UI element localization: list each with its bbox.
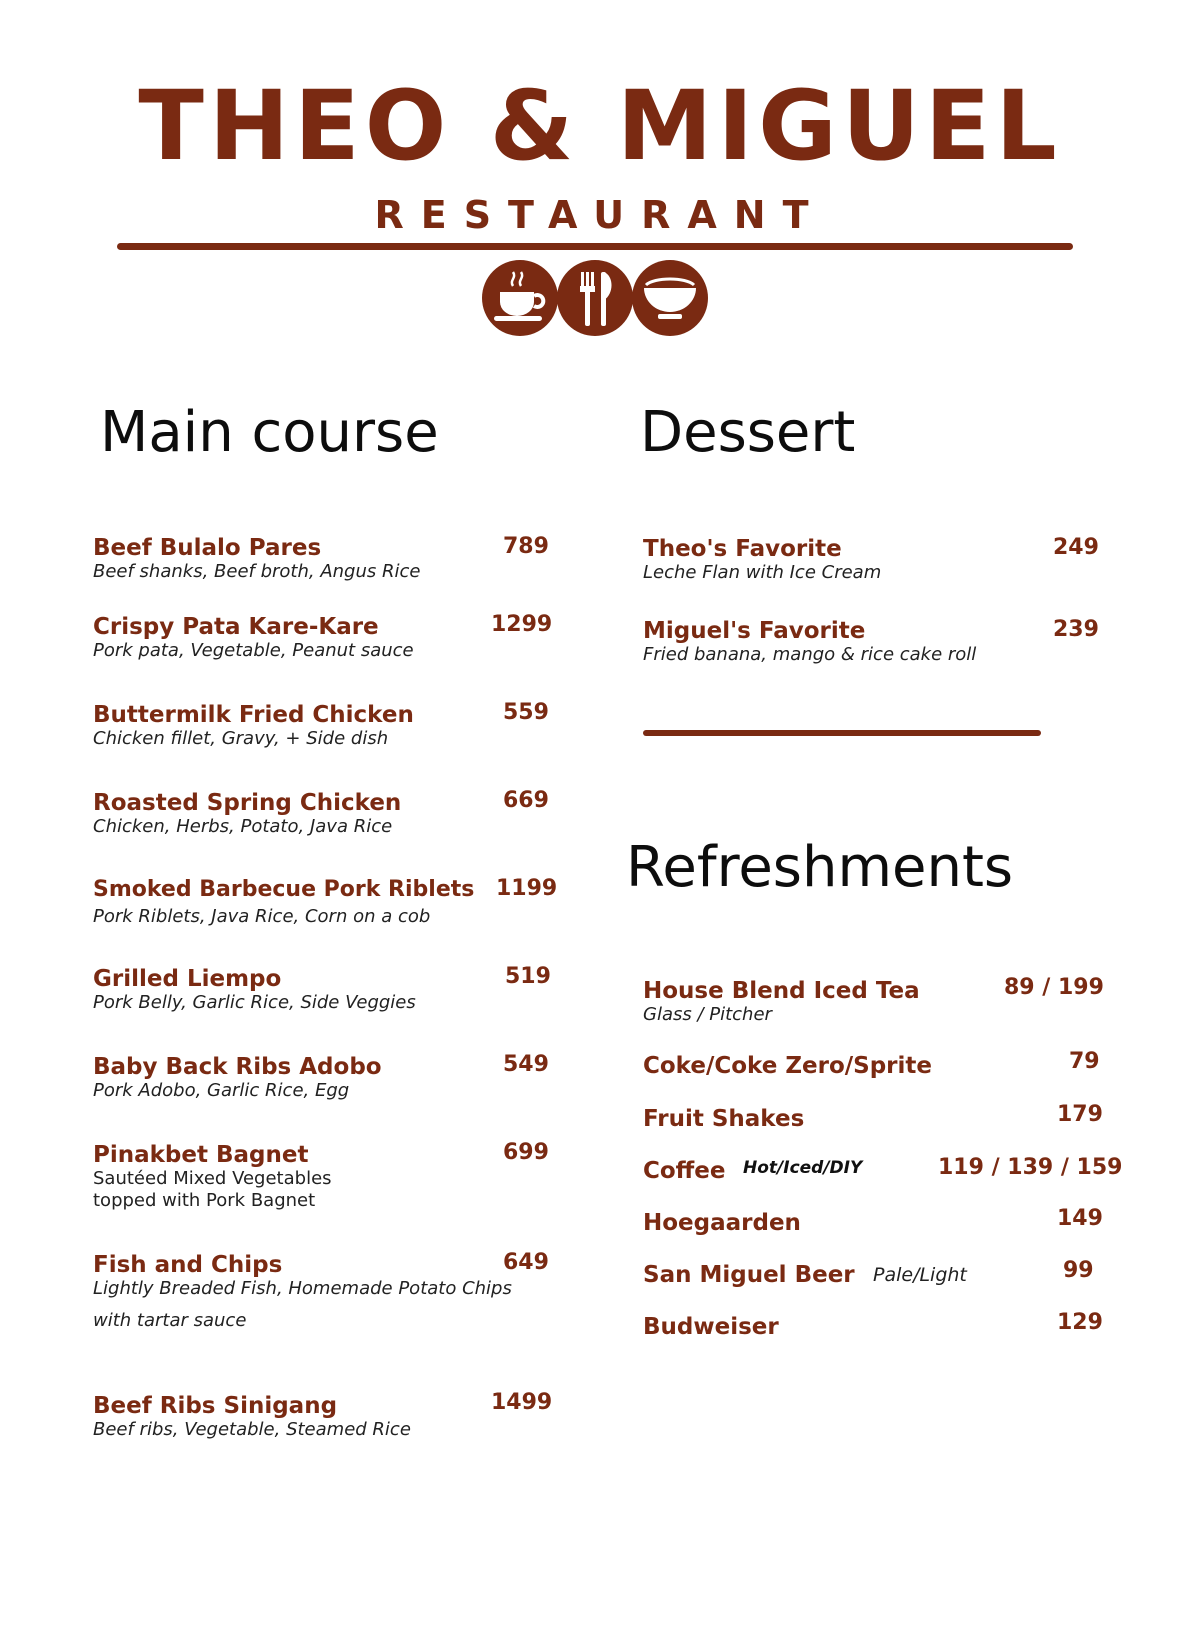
item-price: 119 / 139 / 159	[938, 1155, 1123, 1180]
item-name: Grilled Liempo	[93, 966, 282, 992]
item-description: Pork Adobo, Garlic Rice, Egg	[93, 1080, 350, 1102]
item-description: Pork Riblets, Java Rice, Corn on a cob	[93, 906, 431, 928]
item-name: Crispy Pata Kare-Kare	[93, 614, 379, 640]
item-description: Chicken, Herbs, Potato, Java Rice	[93, 816, 393, 838]
item-name: House Blend Iced Tea	[643, 978, 920, 1004]
item-name: Roasted Spring Chicken	[93, 790, 402, 816]
item-price: 1199	[496, 876, 558, 901]
item-name: Fish and Chips	[93, 1252, 283, 1278]
dessert-item	[643, 537, 1103, 584]
item-price: 649	[503, 1250, 549, 1275]
restaurant-logo	[480, 258, 710, 342]
refreshment-item	[643, 1049, 1103, 1079]
item-name: Miguel's Favorite	[643, 618, 866, 644]
item-description: Lightly Breaded Fish, Homemade Potato Chips	[93, 1278, 512, 1300]
header-divider	[117, 243, 1073, 250]
menu-item	[93, 536, 553, 583]
item-description-line2: with tartar sauce	[93, 1309, 247, 1331]
item-name: Buttermilk Fried Chicken	[93, 702, 414, 728]
item-price: 179	[1057, 1102, 1103, 1127]
item-description: Sautéed Mixed Vegetables	[93, 1168, 332, 1190]
menu-item	[93, 612, 553, 662]
menu-item	[93, 878, 553, 928]
item-price: 559	[503, 700, 549, 725]
item-name: Theo's Favorite	[643, 536, 842, 562]
item-price: 1299	[491, 612, 553, 637]
dessert-item	[643, 619, 1103, 666]
item-name: Pinakbet Bagnet	[93, 1142, 309, 1168]
refreshment-item	[643, 1102, 1103, 1132]
item-options: Hot/Iced/DIY	[743, 1158, 863, 1178]
item-description: Glass / Pitcher	[643, 1004, 772, 1025]
item-name: Coke/Coke Zero/Sprite	[643, 1053, 932, 1079]
item-price: 149	[1057, 1206, 1103, 1231]
item-price: 1499	[491, 1390, 553, 1415]
item-name: Beef Ribs Sinigang	[93, 1393, 338, 1419]
item-description: Leche Flan with Ice Cream	[643, 562, 882, 584]
main-course-heading: Main course	[100, 400, 439, 465]
item-price: 519	[505, 964, 551, 989]
item-price: 789	[503, 534, 549, 559]
item-description: Pork Belly, Garlic Rice, Side Veggies	[93, 992, 416, 1014]
menu-item	[93, 1390, 553, 1441]
item-name: San Miguel Beer	[643, 1262, 855, 1288]
section-divider	[643, 730, 1041, 736]
item-name: Beef Bulalo Pares	[93, 535, 322, 561]
refreshment-item	[643, 1258, 1103, 1288]
item-price: 239	[1053, 617, 1099, 642]
restaurant-subtitle: RESTAURANT	[374, 193, 826, 237]
item-price: 99	[1063, 1258, 1094, 1283]
item-description: Beef ribs, Vegetable, Steamed Rice	[93, 1419, 411, 1441]
item-description: Chicken fillet, Gravy, + Side dish	[93, 728, 389, 750]
restaurant-title: THEO & MIGUEL	[138, 70, 1062, 182]
item-price: 549	[503, 1052, 549, 1077]
menu-item	[93, 1250, 553, 1331]
bowl-icon	[632, 260, 708, 336]
item-name: Baby Back Ribs Adobo	[93, 1054, 382, 1080]
item-price: 669	[503, 788, 549, 813]
item-price: 79	[1069, 1049, 1100, 1074]
menu-item	[93, 700, 553, 750]
refreshments-heading: Refreshments	[626, 835, 1014, 900]
item-description: Beef shanks, Beef broth, Angus Rice	[93, 561, 421, 583]
item-price: 129	[1057, 1310, 1103, 1335]
item-name: Smoked Barbecue Pork Riblets	[93, 877, 475, 902]
fork-knife-icon	[557, 260, 633, 336]
item-price: 699	[503, 1140, 549, 1165]
refreshment-item	[643, 1206, 1103, 1236]
dessert-heading: Dessert	[640, 400, 856, 465]
item-options: Pale/Light	[873, 1264, 967, 1286]
item-description-line2: topped with Pork Bagnet	[93, 1189, 316, 1211]
item-description: Fried banana, mango & rice cake roll	[643, 644, 977, 666]
item-price: 89 / 199	[1004, 975, 1104, 1000]
coffee-cup-icon	[482, 260, 558, 336]
item-name: Fruit Shakes	[643, 1106, 805, 1132]
menu-item	[93, 1140, 553, 1211]
item-price: 249	[1053, 535, 1099, 560]
item-description: Pork pata, Vegetable, Peanut sauce	[93, 640, 414, 662]
menu-item	[93, 788, 553, 838]
menu-item	[93, 964, 553, 1014]
item-name: Hoegaarden	[643, 1210, 801, 1236]
item-name: Coffee	[643, 1158, 726, 1184]
menu-item	[93, 1052, 553, 1102]
item-name: Budweiser	[643, 1314, 779, 1340]
refreshment-item	[643, 1310, 1103, 1340]
